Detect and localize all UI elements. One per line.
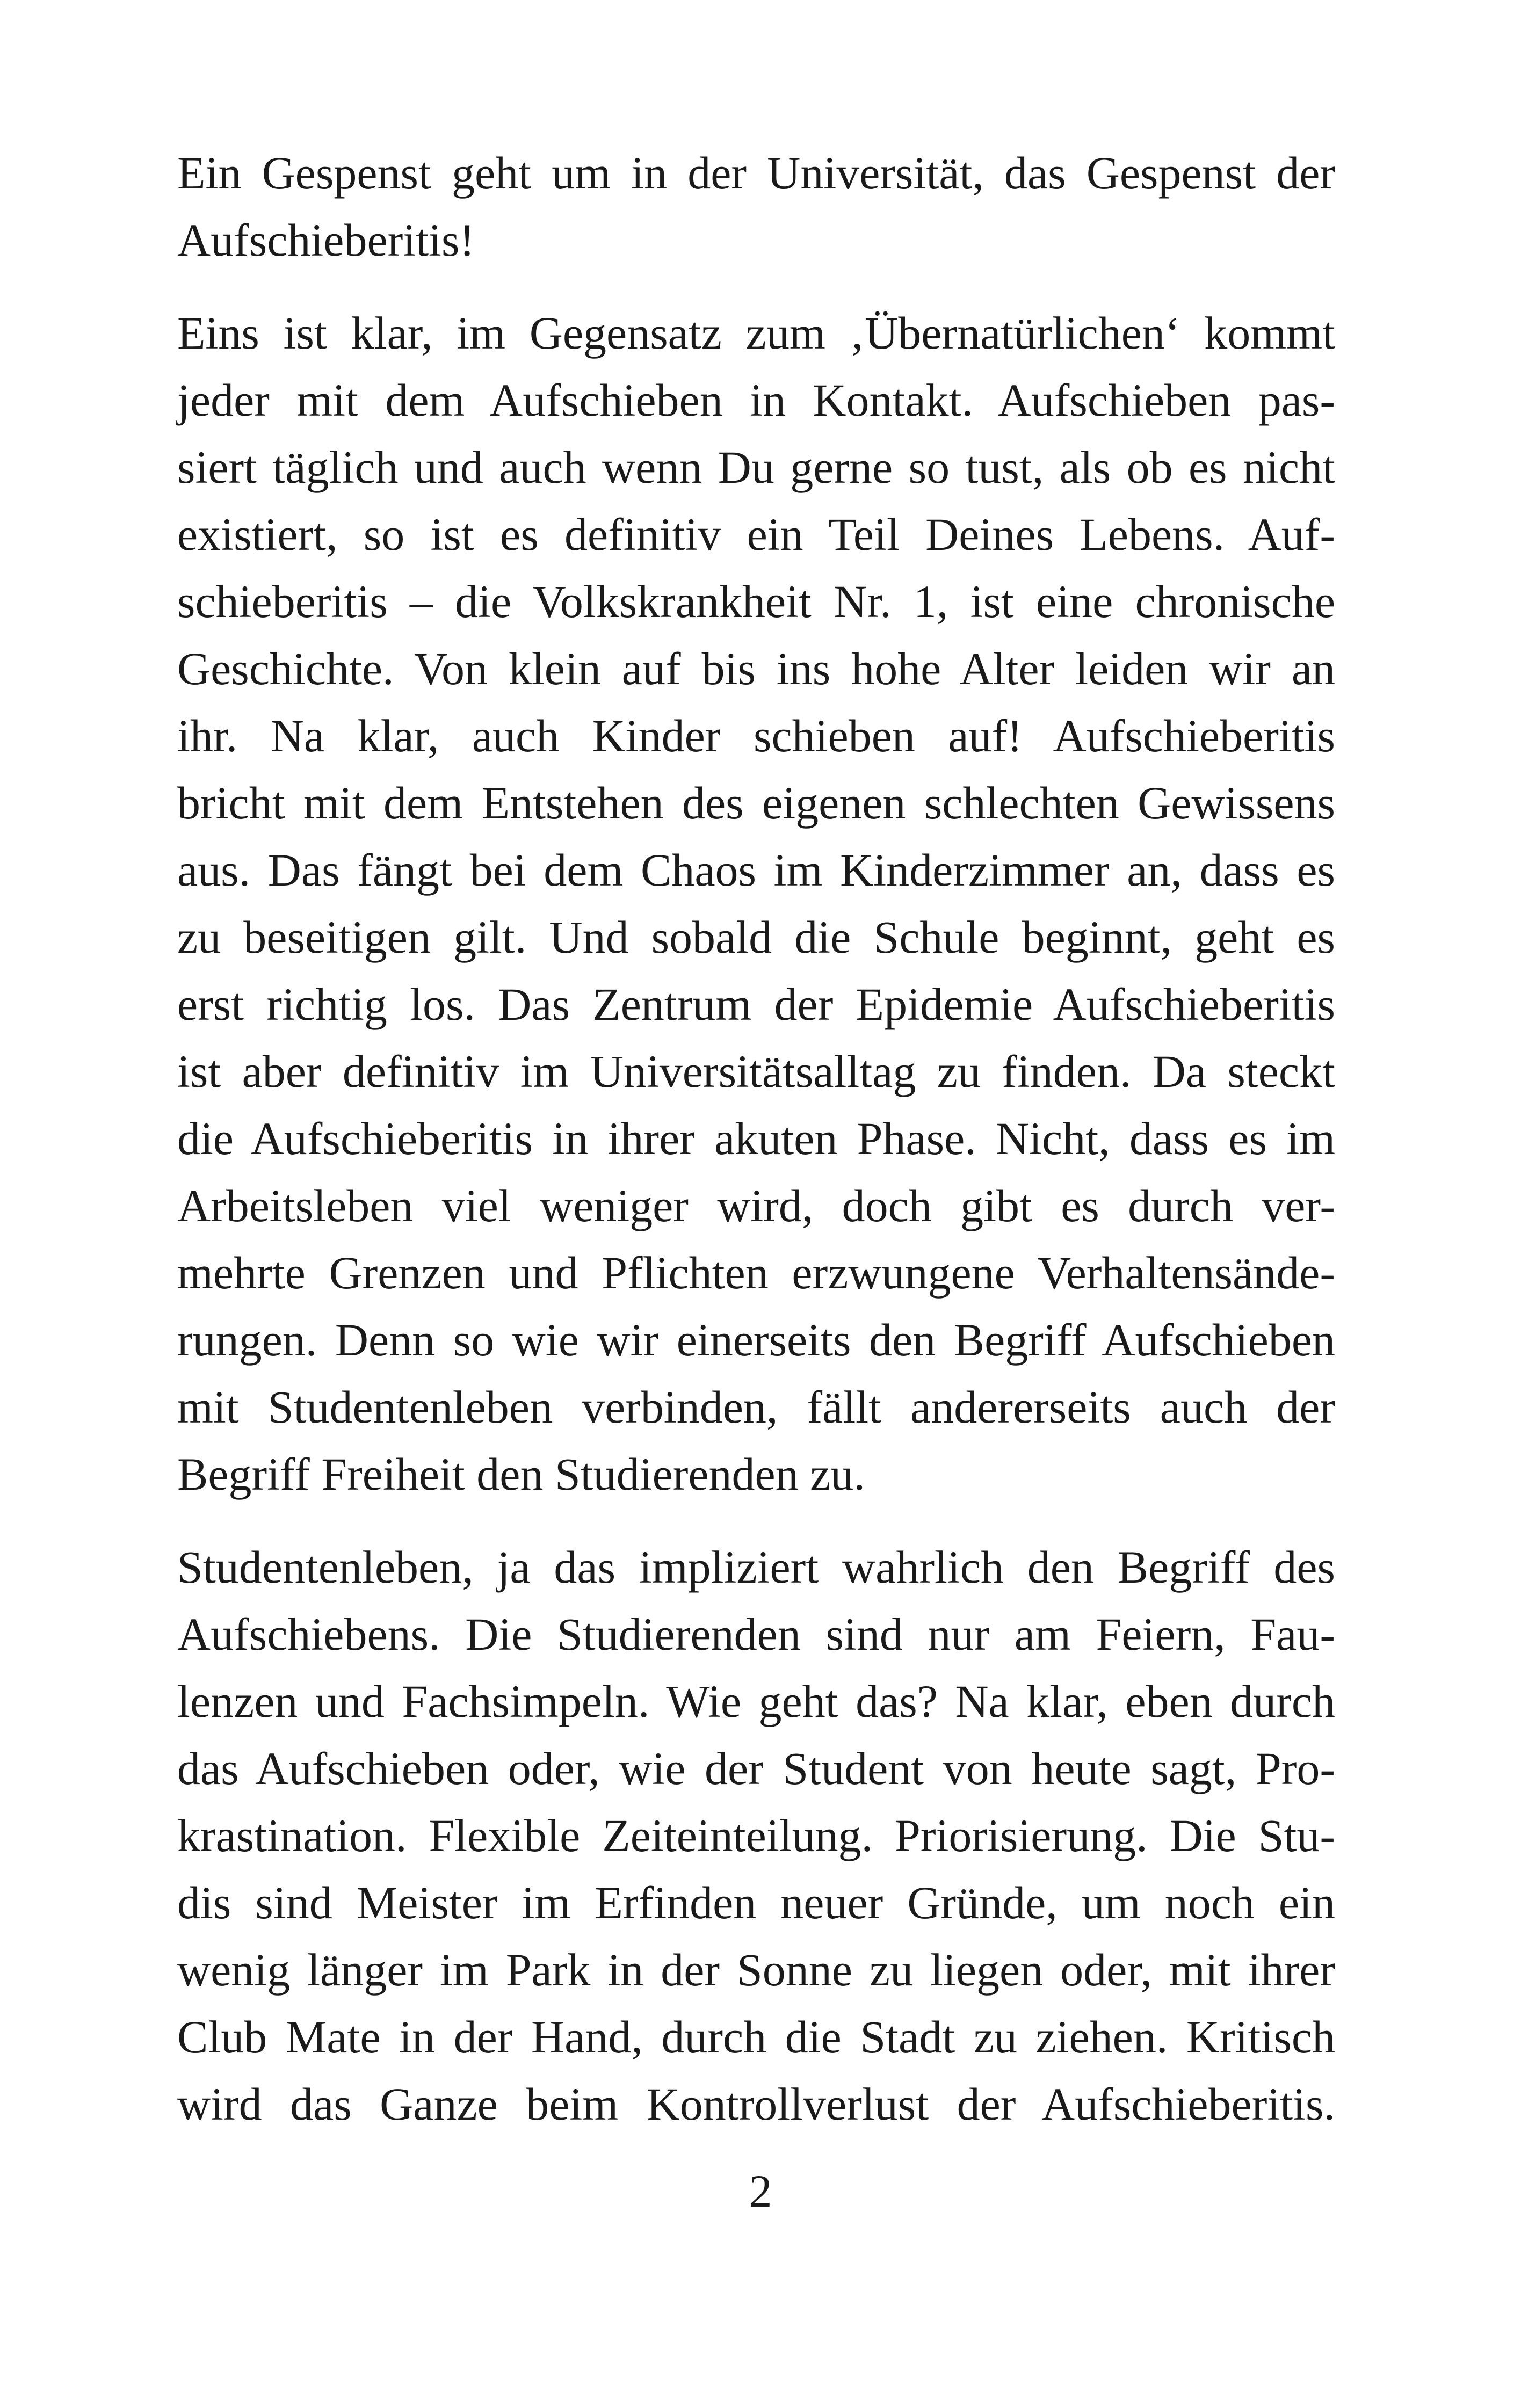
text-line: Aufschieberitis! (177, 214, 475, 266)
text-line: wenig länger im Park in der Sonne zu liegen oder, mit ihrer (177, 1944, 1335, 1996)
text-line: Begriff Freiheit den Studierenden zu. (177, 1448, 865, 1500)
paragraph-3 (177, 1534, 1335, 2138)
page-number: 2 (749, 2165, 772, 2217)
text-line: wird das Ganze beim Kontrollverlust der Aufschieberitis. (177, 2078, 1335, 2130)
text-line: lenzen und Fachsimpeln. Wie geht das? Na klar, eben durch (177, 1676, 1335, 1727)
text-line: Club Mate in der Hand, durch die Stadt zu ziehen. Kritisch (177, 2011, 1335, 2063)
text-line: Geschichte. Von klein auf bis ins hohe Alter leiden wir an (177, 643, 1335, 694)
text-line: Ein Gespenst geht um in der Universität, das Gespenst der (177, 147, 1335, 199)
text-line: mehrte Grenzen und Pflichten erzwungene Verhaltensände- (177, 1247, 1335, 1299)
text-line: die Aufschieberitis in ihrer akuten Phase. Nicht, dass es im (177, 1113, 1335, 1164)
text-line: Arbeitsleben viel weniger wird, doch gibt es durch ver- (177, 1180, 1335, 1231)
page-body (177, 140, 1335, 2164)
text-line: ihr. Na klar, auch Kinder schieben auf! Aufschieberitis (177, 710, 1335, 761)
text-line: dis sind Meister im Erfinden neuer Gründe, um noch ein (177, 1877, 1335, 1928)
text-line: ist aber definitiv im Universitätsalltag zu finden. Da steckt (177, 1046, 1335, 1097)
text-line: Studentenleben, ja das impliziert wahrlich den Begriff des (177, 1541, 1335, 1593)
text-line: erst richtig los. Das Zentrum der Epidemie Aufschieberitis (177, 978, 1335, 1030)
text-line: zu beseitigen gilt. Und sobald die Schule beginnt, geht es (177, 911, 1335, 963)
text-line: Eins ist klar, im Gegensatz zum ‚Übernatürlichen‘ kommt (177, 307, 1335, 359)
paragraph-2 (177, 300, 1335, 1508)
text-line: bricht mit dem Entstehen des eigenen schlechten Gewissens (177, 777, 1335, 829)
text-line: siert täglich und auch wenn Du gerne so tust, als ob es nicht (177, 441, 1335, 493)
text-line: jeder mit dem Aufschieben in Kontakt. Aufschieben pas- (177, 374, 1335, 426)
text-line: krastination. Flexible Zeiteinteilung. Priorisierung. Die Stu- (177, 1810, 1335, 1861)
text-line: schieberitis – die Volkskrankheit Nr. 1, ist eine chronische (177, 576, 1335, 627)
text-line: mit Studentenleben verbinden, fällt andererseits auch der (177, 1381, 1335, 1433)
text-line: existiert, so ist es definitiv ein Teil Deines Lebens. Auf- (177, 509, 1335, 560)
text-line: Aufschiebens. Die Studierenden sind nur am Feiern, Fau- (177, 1608, 1335, 1660)
text-line: das Aufschieben oder, wie der Student von heute sagt, Pro- (177, 1743, 1335, 1794)
paragraph-1 (177, 140, 1335, 274)
text-line: rungen. Denn so wie wir einerseits den Begriff Aufschieben (177, 1314, 1335, 1366)
text-line: aus. Das fängt bei dem Chaos im Kinderzimmer an, dass es (177, 844, 1335, 896)
